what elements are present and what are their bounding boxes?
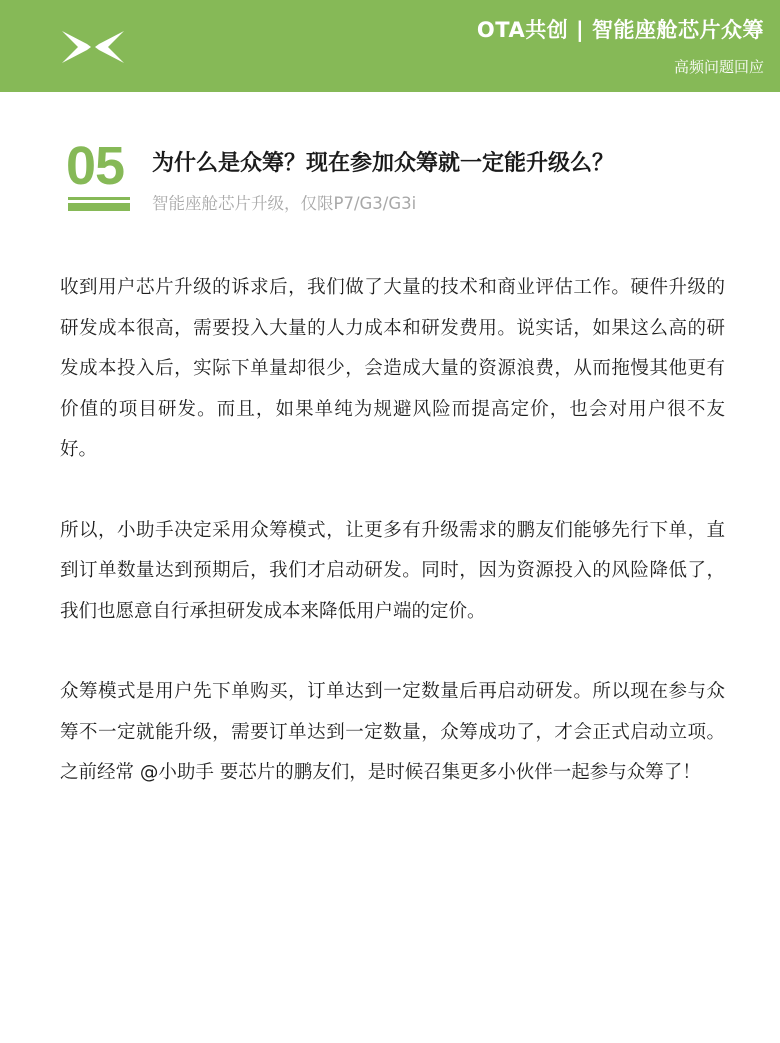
section-number: 05 bbox=[66, 136, 125, 196]
header-subtitle: 高频问题回应 bbox=[673, 58, 764, 76]
section-number-underline bbox=[68, 197, 130, 212]
header-title: OTA共创 | 智能座舱芯片众筹 bbox=[476, 18, 764, 42]
question-subtitle: 智能座舱芯片升级，仅限P7/G3/G3i bbox=[152, 194, 417, 213]
answer-body bbox=[60, 268, 725, 834]
answer-paragraph: 众筹模式是用户先下单购买，订单达到一定数量后再启动研发。所以现在参与众筹不一定就能升级，需要订单达到一定数量，众筹成功了，才会正式启动立项。之前经常 @小助手 要芯片的鹏友们，是时候召集更多小伙伴一起参与众筹了！ bbox=[60, 681, 725, 783]
underline-thick-bar bbox=[68, 203, 130, 211]
header-banner bbox=[0, 0, 780, 92]
underline-thin-bar bbox=[68, 197, 130, 200]
xpeng-x-logo-icon bbox=[60, 28, 126, 66]
answer-paragraph: 收到用户芯片升级的诉求后，我们做了大量的技术和商业评估工作。硬件升级的研发成本很高，需要投入大量的人力成本和研发费用。说实话，如果这么高的研发成本投入后，实际下单量却很少，会造成大量的资源浪费，从而拖慢其他更有价值的项目研发。而且，如果单纯为规避风险而提高定价，也会对用户很不友好。 bbox=[60, 277, 725, 460]
question-title: 为什么是众筹？现在参加众筹就一定能升级么？ bbox=[152, 151, 615, 176]
answer-paragraph: 所以，小助手决定采用众筹模式，让更多有升级需求的鹏友们能够先行下单，直到订单数量达到预期后，我们才启动研发。同时，因为资源投入的风险降低了，我们也愿意自行承担研发成本来降低用户端的定价。 bbox=[60, 519, 725, 622]
